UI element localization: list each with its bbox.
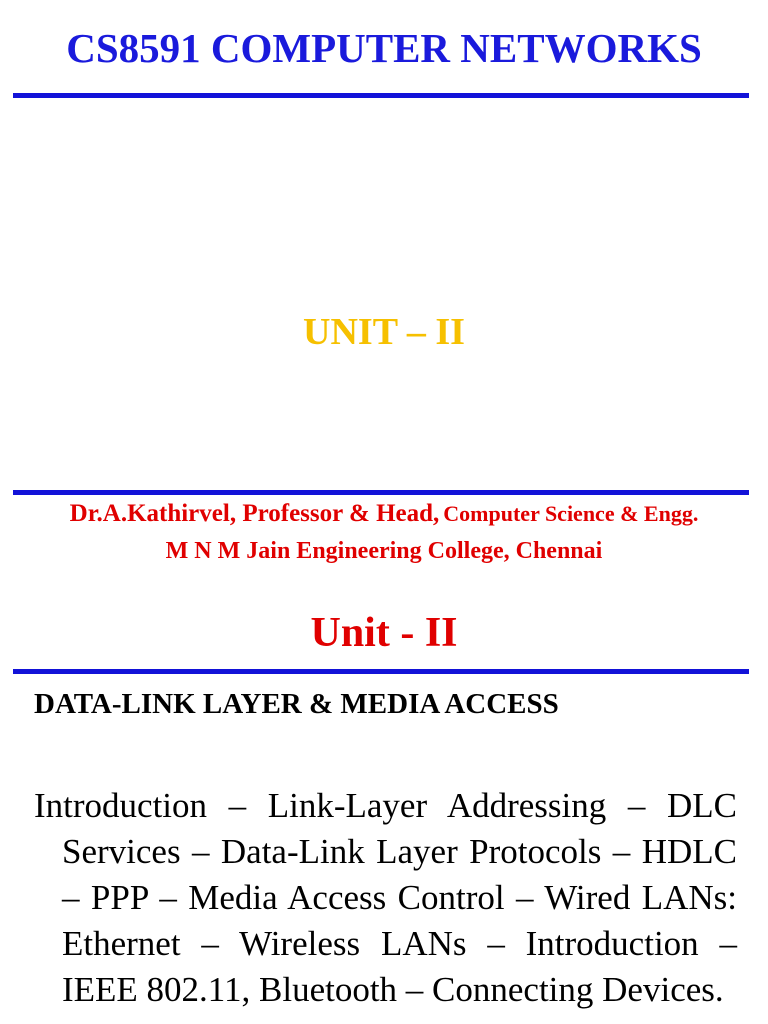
author-department: Computer Science & Engg. bbox=[443, 501, 699, 526]
author-divider bbox=[13, 490, 749, 495]
title-divider bbox=[13, 93, 749, 98]
section-heading: DATA-LINK LAYER & MEDIA ACCESS bbox=[34, 688, 559, 720]
topics-paragraph: Introduction – Link-Layer Addressing – DLC Services – Data-Link Layer Protocols – HDLC – PPP – Media Access Control – Wired LANs: Ethernet – Wireless LANs – Introduction – IEEE 802.11, Bluetooth – Connecting Devices. bbox=[34, 786, 737, 1009]
author-line bbox=[0, 496, 768, 535]
author-name: Dr.A.Kathirvel, Professor & Head, bbox=[69, 500, 440, 527]
slide-title: CS8591 COMPUTER NETWORKS bbox=[66, 25, 702, 71]
unit-heading: Unit - II bbox=[310, 610, 458, 656]
college-name: M N M Jain Engineering College, Chennai bbox=[165, 538, 603, 564]
unit-label: UNIT – II bbox=[303, 311, 465, 353]
unit-divider bbox=[13, 669, 749, 674]
